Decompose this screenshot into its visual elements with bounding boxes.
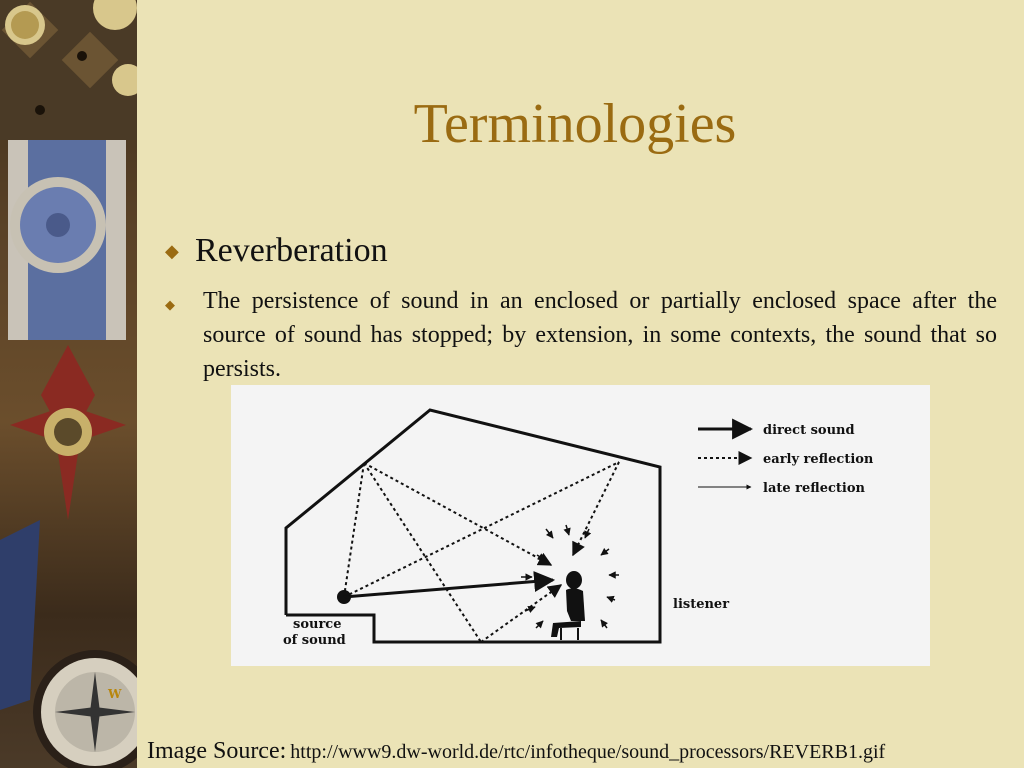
decorative-side-image <box>0 0 137 768</box>
reverberation-diagram <box>231 385 930 666</box>
room-outline <box>286 410 660 642</box>
direct-sound-arrow <box>344 580 553 597</box>
bullet-item-definition <box>165 284 997 386</box>
source-label-line1: source <box>293 617 342 632</box>
svg-text:W: W <box>108 687 122 701</box>
bullet-item-reverberation <box>165 232 388 270</box>
listener-icon <box>551 571 585 640</box>
legend-early-reflection: early reflection <box>763 452 874 467</box>
bullet-text: The persistence of sound in an enclosed or partially enclosed space after the source of sound has stopped; by extension, in some contexts, the sound that so persists. <box>203 288 997 382</box>
slide-title: Terminologies <box>413 93 737 155</box>
legend-direct-sound: direct sound <box>763 423 855 438</box>
diamond-bullet-icon: ◆ <box>165 241 179 261</box>
legend-late-reflection: late reflection <box>763 481 865 496</box>
bullet-text: Reverberation <box>195 232 388 269</box>
diamond-bullet-icon: ◆ <box>165 297 175 312</box>
listener-label: listener <box>673 597 730 612</box>
image-source-url[interactable]: http://www9.dw-world.de/rtc/infotheque/sound_processors/REVERB1.gif <box>290 741 886 763</box>
image-source-label: Image Source: <box>147 738 287 764</box>
source-label-line2: of sound <box>283 633 346 648</box>
image-source-caption <box>147 738 885 765</box>
